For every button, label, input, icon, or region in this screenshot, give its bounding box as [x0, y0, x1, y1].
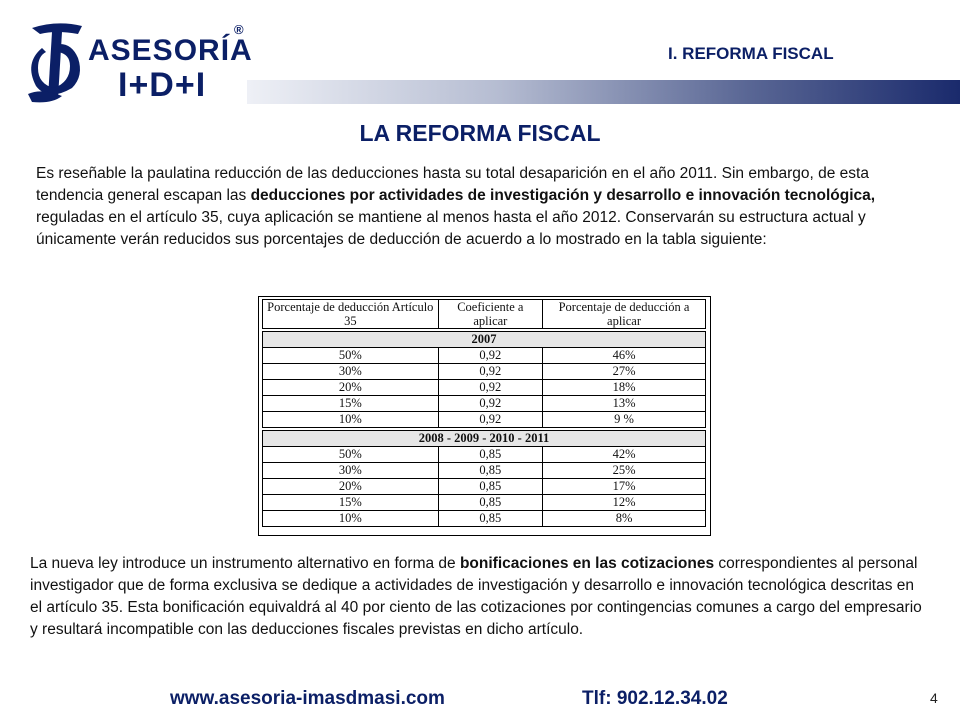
table-row — [263, 364, 706, 380]
bonus-text-1: La nueva ley introduce un instrumento alternativo en forma de — [30, 555, 460, 572]
year-label: 2007 — [263, 332, 706, 348]
table-cell: 9 % — [543, 412, 706, 428]
table-year-row — [263, 332, 706, 348]
page-title: LA REFORMA FISCAL — [359, 120, 601, 146]
table-cell: 0,85 — [438, 463, 542, 479]
logo-sub-text: I+D+I — [118, 66, 207, 104]
table-cell: 0,92 — [438, 364, 542, 380]
table-cell: 0,85 — [438, 495, 542, 511]
page-number: 4 — [930, 690, 938, 706]
table-cell: 27% — [543, 364, 706, 380]
footer-phone: Tlf: 902.12.34.02 — [582, 688, 728, 709]
footer-website: www.asesoria-imasdmasi.com — [170, 688, 445, 709]
table-header-cell: Coeficiente a aplicar — [438, 300, 542, 329]
table-cell: 20% — [263, 380, 439, 396]
logo-brand-text: ASESORÍA — [88, 34, 253, 67]
table-cell: 10% — [263, 511, 439, 527]
table-cell: 0,85 — [438, 511, 542, 527]
table-cell: 15% — [263, 396, 439, 412]
table-cell: 30% — [263, 364, 439, 380]
table-row — [263, 348, 706, 364]
intro-text-1: Es reseñable la paulatina reducción de las deducciones hasta su total desaparición en el año 2011. Sin embargo, de esta tendencia general escapan las — [36, 165, 869, 204]
company-logo — [22, 18, 252, 108]
registered-mark: ® — [234, 22, 244, 37]
table-cell: 30% — [263, 463, 439, 479]
table-cell: 15% — [263, 495, 439, 511]
table-row — [263, 463, 706, 479]
table-cell: 0,85 — [438, 447, 542, 463]
table-cell: 8% — [543, 511, 706, 527]
table-row — [263, 380, 706, 396]
table-cell: 13% — [543, 396, 706, 412]
table-header-row — [263, 300, 706, 329]
section-title: I. REFORMA FISCAL — [668, 44, 834, 63]
table-year-row — [263, 431, 706, 447]
table-cell: 0,92 — [438, 396, 542, 412]
table-row — [263, 447, 706, 463]
table-row — [263, 396, 706, 412]
table-cell: 0,92 — [438, 348, 542, 364]
deduction-table — [262, 299, 706, 527]
table-cell: 17% — [543, 479, 706, 495]
bonus-text-bold: bonificaciones en las cotizaciones — [459, 555, 715, 572]
logo-mark-icon — [22, 18, 92, 108]
table-cell: 0,92 — [438, 380, 542, 396]
table-row — [263, 511, 706, 527]
table-cell: 50% — [263, 348, 439, 364]
table-cell: 0,85 — [438, 479, 542, 495]
intro-text-bold: deducciones por actividades de investigación y desarrollo e innovación tecnológica, — [250, 187, 876, 204]
table-header-cell: Porcentaje de deducción Artículo 35 — [263, 300, 439, 329]
intro-paragraph — [36, 163, 916, 251]
header-gradient-bar — [247, 80, 960, 104]
table-header-cell: Porcentaje de deducción a aplicar — [543, 300, 706, 329]
table-cell: 10% — [263, 412, 439, 428]
table-cell: 50% — [263, 447, 439, 463]
table-cell: 18% — [543, 380, 706, 396]
table-row — [263, 479, 706, 495]
table-row — [263, 495, 706, 511]
table-row — [263, 412, 706, 428]
year-label: 2008 - 2009 - 2010 - 2011 — [263, 431, 706, 447]
table-cell: 42% — [543, 447, 706, 463]
intro-text-2: reguladas en el artículo 35, cuya aplicación se mantiene al menos hasta el año 2012. Conservarán su estructura actual y únicamente verán reducidos sus porcentajes de deducción de acuerdo a lo mostrado en la tabla siguiente: — [36, 209, 866, 248]
table-cell: 46% — [543, 348, 706, 364]
table-cell: 20% — [263, 479, 439, 495]
bonus-paragraph — [30, 553, 930, 641]
table-cell: 25% — [543, 463, 706, 479]
bonus-text-2: correspondientes al personal investigador que de forma exclusiva se dedique a actividades de investigación y desarrollo e innovación tecnológica descritas en el artículo 35. Esta bonificación equivaldrá al 40 por ciento de las cotizaciones por contingencias comunes a cargo del empresario y resultará incompatible con las deducciones fiscales previstas en dicho artículo. — [30, 555, 922, 638]
table-cell: 0,92 — [438, 412, 542, 428]
table-cell: 12% — [543, 495, 706, 511]
